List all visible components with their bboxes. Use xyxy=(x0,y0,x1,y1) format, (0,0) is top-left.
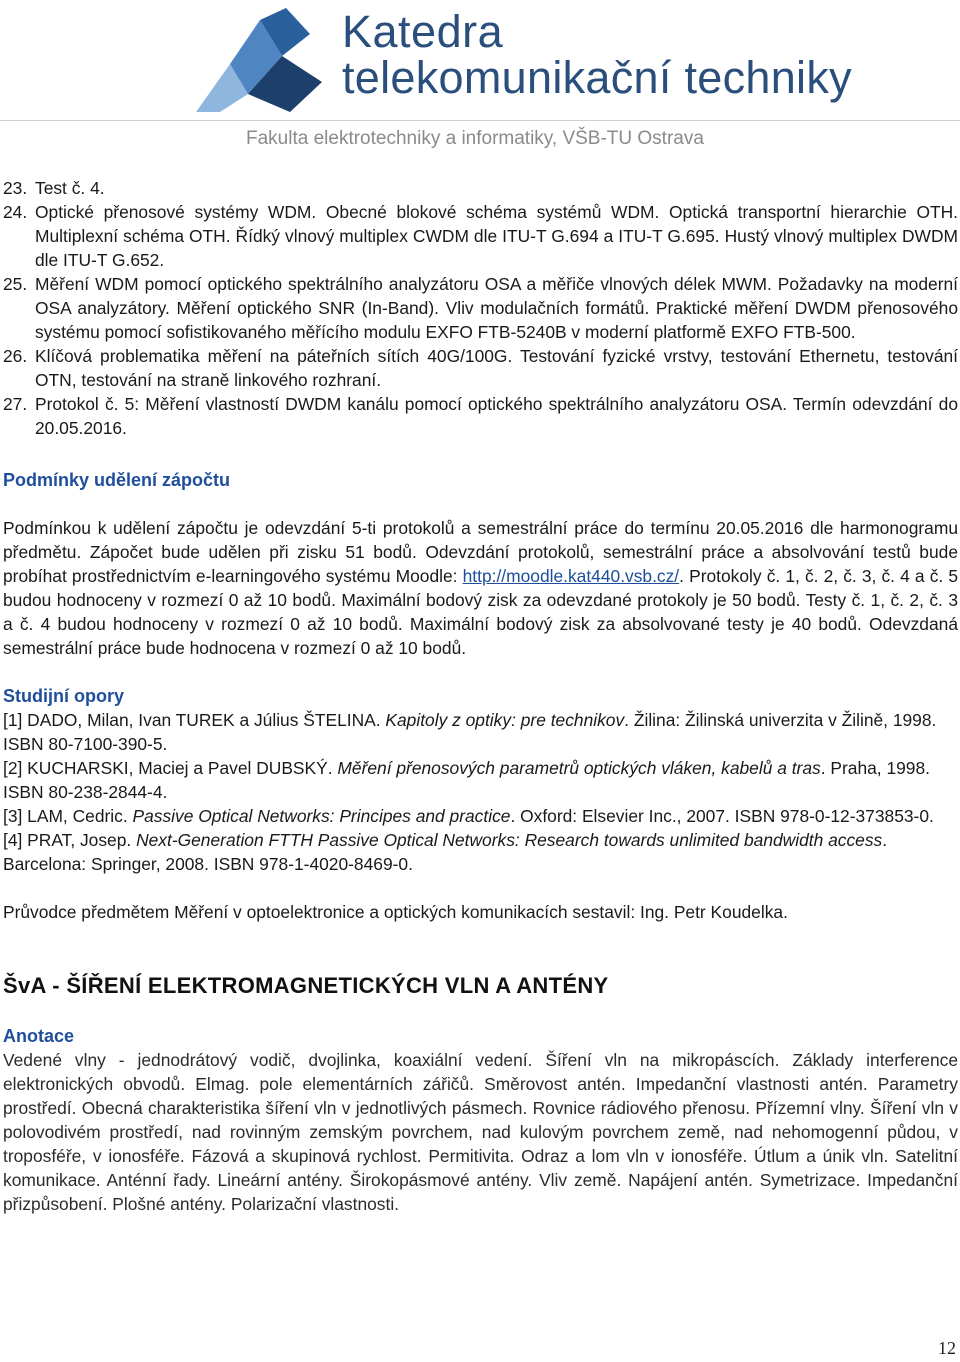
list-item-text: Měření WDM pomocí optického spektrálního analyzátoru OSA a měřiče vlnových délek MWM. Požadavky na moderní OSA analyzátory. Měření optického SNR (In-Band). Vliv modulačních formátů. Praktické měření DWDM přenosového systému pomocí sofistikovaného měřícího modulu EXFO FTB-5240B v moderní platformě EXFO FTB-500. xyxy=(35,274,958,342)
reference-authors: [1] DADO, Milan, Ivan TUREK a Július ŠTELINA. xyxy=(3,710,386,730)
conditions-text xyxy=(3,516,958,660)
reference-publication: . Praha, 1998. ISBN 80-238-2844-4. xyxy=(3,758,930,802)
page-number: 12 xyxy=(938,1338,956,1358)
list-item xyxy=(3,176,958,200)
header-divider xyxy=(0,120,960,121)
reference-publication: . Oxford: Elsevier Inc., 2007. ISBN 978-0-12-373853-0. xyxy=(510,806,934,826)
list-item xyxy=(3,272,958,344)
reference-title: Kapitoly z optiky: pre technikov xyxy=(385,710,625,730)
reference-title: Měření přenosových parametrů optických vláken, kabelů a tras xyxy=(337,758,821,778)
reference-publication: . Barcelona: Springer, 2008. ISBN 978-1-4020-8469-0. xyxy=(3,830,888,874)
section-title: ŠvA - ŠÍŘENÍ ELEKTROMAGNETICKÝCH VLN A ANTÉNY xyxy=(3,973,609,998)
list-item-number: 25. xyxy=(3,274,28,294)
department-logo-icon xyxy=(190,4,328,116)
list-item-number: 23. xyxy=(3,178,28,198)
reference-publication: . Žilina: Žilinská univerzita v Žilině, 1998. ISBN 80-7100-390-5. xyxy=(3,710,937,754)
list-item-text: Protokol č. 5: Měření vlastností DWDM kanálu pomocí optického spektrálního analyzátoru OSA. Termín odevzdání do 20.05.2016. xyxy=(35,394,958,438)
reference-title: Passive Optical Networks: Principes and practice xyxy=(132,806,511,826)
reference-item xyxy=(3,756,958,804)
topic-list xyxy=(3,176,958,440)
document-body xyxy=(3,176,958,1216)
list-item-text: Test č. 4. xyxy=(35,178,105,198)
reference-item xyxy=(3,708,958,756)
list-item xyxy=(3,200,958,272)
list-item-text: Optické přenosové systémy WDM. Obecné blokové schéma systémů WDM. Optická transportní hierarchie OTH. Multiplexní schéma OTH. Řídký vlnový multiplex CWDM dle ITU-T G.694 a ITU-T G.695. Hustý vlnový multiplex DWDM dle ITU-T G.652. xyxy=(35,202,958,270)
annotation-heading: Anotace xyxy=(3,1026,75,1046)
list-item-number: 27. xyxy=(3,394,28,414)
list-item xyxy=(3,392,958,440)
reference-authors: [4] PRAT, Josep. xyxy=(3,830,137,850)
moodle-link[interactable]: http://moodle.kat440.vsb.cz/ xyxy=(462,566,680,586)
reference-authors: [3] LAM, Cedric. xyxy=(3,806,133,826)
conditions-heading: Podmínky udělení zápočtu xyxy=(3,470,231,490)
conditions-text-part1: Podmínkou k udělení zápočtu je odevzdání 5-ti protokolů a semestrální práce do termínu 20.05.2016 dle harmonogramu předmětu. Zápočet bude udělen při zisku 51 bodů. Odevzdání protokolů, semestrální práce a absolvování testů bude probíhat prostřednictvím e-learningového systému Moodle: xyxy=(3,518,958,586)
conditions-text-part2: . Protokoly č. 1, č. 2, č. 3, č. 4 a č. 5 budou hodnoceny v rozmezí 0 až 10 bodů. Maximální bodový zisk za odevzdané protokoly je 50 bodů. Testy č. 1, č. 2, č. 3 a č. 4 budou hodnoceny v rozmezí 0 až 10 bodů. Maximální bodový zisk za absolvované testy je 40 bodů. Odevzdaná semestrální práce bude hodnocena v rozmezí 0 až 10 bodů. xyxy=(3,566,959,658)
reference-title: Next-Generation FTTH Passive Optical Networks: Research towards unlimited bandwidth access xyxy=(136,830,883,850)
list-item-number: 26. xyxy=(3,346,28,366)
list-item-number: 24. xyxy=(3,202,28,222)
department-name-line1: Katedra xyxy=(342,6,504,57)
reference-item xyxy=(3,828,958,876)
list-item-text: Klíčová problematika měření na páteřních sítích 40G/100G. Testování fyzické vrstvy, testování Ethernetu, testování OTN, testování na straně linkového rozhraní. xyxy=(35,346,958,390)
annotation-text: Vedené vlny - jednodrátový vodič, dvojlinka, koaxiální vedení. Šíření vln na mikropáscích. Základy interference elektronických obvodů. Elmag. pole elementárních zářičů. Směrovost antén. Impedanční vlastnosti antén. Parametry prostředí. Obecná charakteristika šíření vln v jednotlivých pásmech. Rovnice rádiového přenosu. Přízemní vlny. Šíření vln v polovodivém prostředí, nad rovinným zemským povrchem, nad kulovým povrchem země, nad nehomogenní půdou, v troposféře, v ionosféře. Fázová a skupinová rychlost. Permitivita. Odraz a lom vln v ionosféře. Útlum a únik vln. Satelitní komunikace. Anténní řady. Lineární antény. Širokopásmové antény. Vliv země. Napájení antén. Symetrizace. Impedanční přizpůsobení. Plošné antény. Polarizační vlastnosti. xyxy=(3,1050,958,1214)
study-materials-heading: Studijní opory xyxy=(3,686,124,706)
reference-item xyxy=(3,804,958,828)
page-header xyxy=(0,0,960,160)
list-item xyxy=(3,344,958,392)
faculty-name: Fakulta elektrotechniky a informatiky, VŠB-TU Ostrava xyxy=(246,128,704,149)
department-name-line2: telekomunikační techniky xyxy=(342,52,852,103)
course-guarantor: Průvodce předmětem Měření v optoelektronice a optických komunikacích sestavil: Ing. Petr Koudelka. xyxy=(3,902,788,922)
reference-authors: [2] KUCHARSKI, Maciej a Pavel DUBSKÝ. xyxy=(3,758,338,778)
